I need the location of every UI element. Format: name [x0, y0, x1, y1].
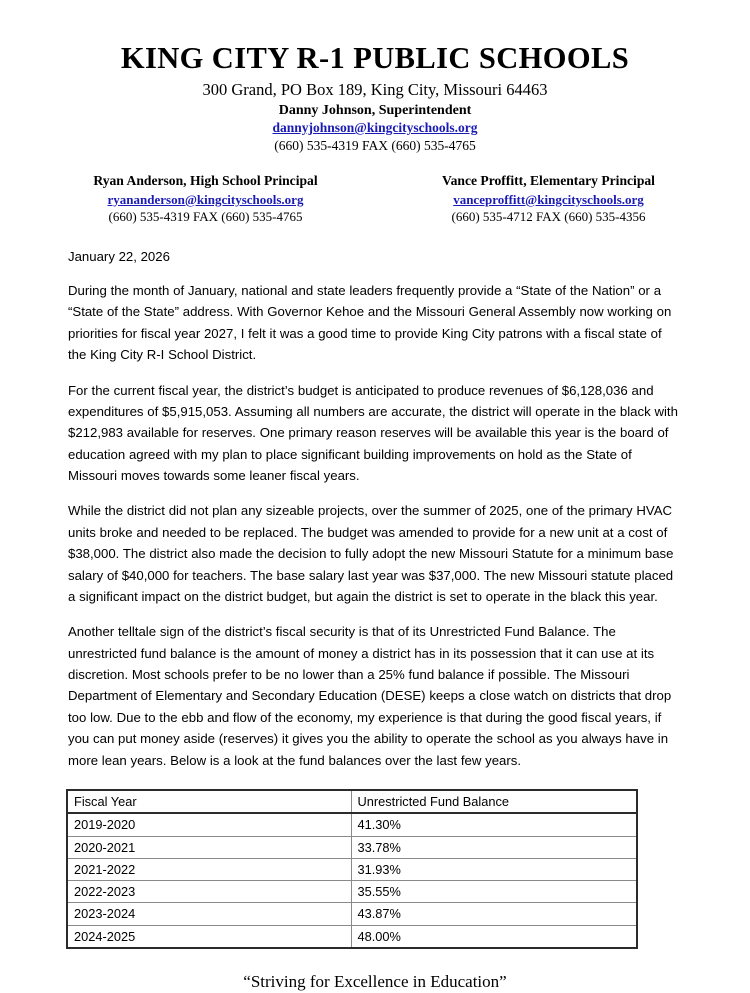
- district-phone-line: (660) 535-4319 FAX (660) 535-4765: [274, 138, 476, 154]
- cell-fiscal-year: 2024-2025: [67, 925, 351, 948]
- table-body: [67, 813, 637, 948]
- footer-motto: “Striving for Excellence in Education”: [243, 971, 507, 991]
- cell-fund-balance: 41.30%: [351, 813, 637, 836]
- principals-row: [0, 173, 750, 225]
- table-row: [67, 925, 637, 948]
- principal-email-link[interactable]: ryananderson@kingcityschools.org: [107, 191, 304, 207]
- cell-fund-balance: 43.87%: [351, 903, 637, 925]
- table-row: [67, 813, 637, 836]
- letter-paragraph: During the month of January, national and state leaders frequently provide a “State of the Nation” or a “State of the State” address. With Governor Kehoe and the Missouri General Assembly now working on priorities for fiscal year 2027, I felt it was a good time to provide King City patrons with a fiscal state of the King City R-I School District.: [68, 283, 672, 363]
- cell-fund-balance: 31.93%: [351, 858, 637, 880]
- cell-fiscal-year: 2020-2021: [67, 836, 351, 858]
- letterhead: [0, 0, 750, 154]
- principal-name: Ryan Anderson, High School Principal: [93, 173, 318, 189]
- superintendent-email-link[interactable]: dannyjohnson@kingcityschools.org: [272, 120, 478, 136]
- column-header-fund-balance: Unrestricted Fund Balance: [351, 790, 637, 813]
- letter-paragraph: Another telltale sign of the district’s fiscal security is that of its Unrestricted Fund Balance. The unrestricted fund balance is the amount of money a district has in its possession that it can use at its discretion. Most schools prefer to be no lower than a 25% fund balance if possible. The Missouri Department of Elementary and Secondary Education (DESE) keeps a close watch on districts that drop too low. Due to the ebb and flow of the economy, my experience is that during the good fiscal years, if you can put money aside (reserves) it gives you the ability to operate the school as you always have in more lean years. Below is a look at the fund balances over the last few years.: [68, 624, 672, 768]
- principal-phone-line: (660) 535-4712 FAX (660) 535-4356: [451, 209, 646, 225]
- letter-paragraph: For the current fiscal year, the district’s budget is anticipated to produce revenues of $6,128,036 and expenditures of $5,915,053. Assuming all numbers are accurate, the district will operate in the black with $212,983 available for reserves. One primary reason reserves will be available this year is the board of education agreed with my plan to place significant building improvements on hold as the State of Missouri moves towards some leaner fiscal years.: [68, 382, 678, 484]
- superintendent-name: Danny Johnson, Superintendent: [278, 102, 472, 118]
- column-header-fiscal-year: Fiscal Year: [67, 790, 351, 813]
- cell-fund-balance: 48.00%: [351, 925, 637, 948]
- cell-fund-balance: 33.78%: [351, 836, 637, 858]
- table-row: [67, 858, 637, 880]
- cell-fund-balance: 35.55%: [351, 881, 637, 903]
- letter-date: January 22, 2026: [68, 248, 170, 264]
- table-row: [67, 836, 637, 858]
- table-row: [67, 903, 637, 925]
- principal-name: Vance Proffitt, Elementary Principal: [442, 173, 655, 189]
- fund-balance-table-wrapper: [0, 789, 750, 949]
- table-row: [67, 881, 637, 903]
- principal-phone-line: (660) 535-4319 FAX (660) 535-4765: [108, 209, 303, 225]
- cell-fiscal-year: 2021-2022: [67, 858, 351, 880]
- principal-block-elementary: [377, 173, 720, 225]
- district-address: 300 Grand, PO Box 189, King City, Missouri 64463: [202, 80, 548, 100]
- cell-fiscal-year: 2023-2024: [67, 903, 351, 925]
- district-title: KING CITY R-1 PUBLIC SCHOOLS: [120, 41, 630, 75]
- letter-body: [0, 247, 750, 771]
- principal-email-link[interactable]: vanceproffitt@kingcityschools.org: [453, 191, 644, 207]
- principal-block-high-school: [34, 173, 377, 225]
- fund-balance-table: [66, 789, 638, 949]
- letter-paragraph: While the district did not plan any sizeable projects, over the summer of 2025, one of the primary HVAC units broke and needed to be replaced. The budget was amended to provide for a new unit at a cost of $38,000. The district also made the decision to fully adopt the new Missouri Statute for a minimum base salary of $40,000 for teachers. The base salary last year was $37,000. The new Missouri statute placed a significant impact on the district budget, but again the district is set to operate in the black this year.: [68, 503, 674, 604]
- cell-fiscal-year: 2019-2020: [67, 813, 351, 836]
- cell-fiscal-year: 2022-2023: [67, 881, 351, 903]
- table-header-row: [67, 790, 637, 813]
